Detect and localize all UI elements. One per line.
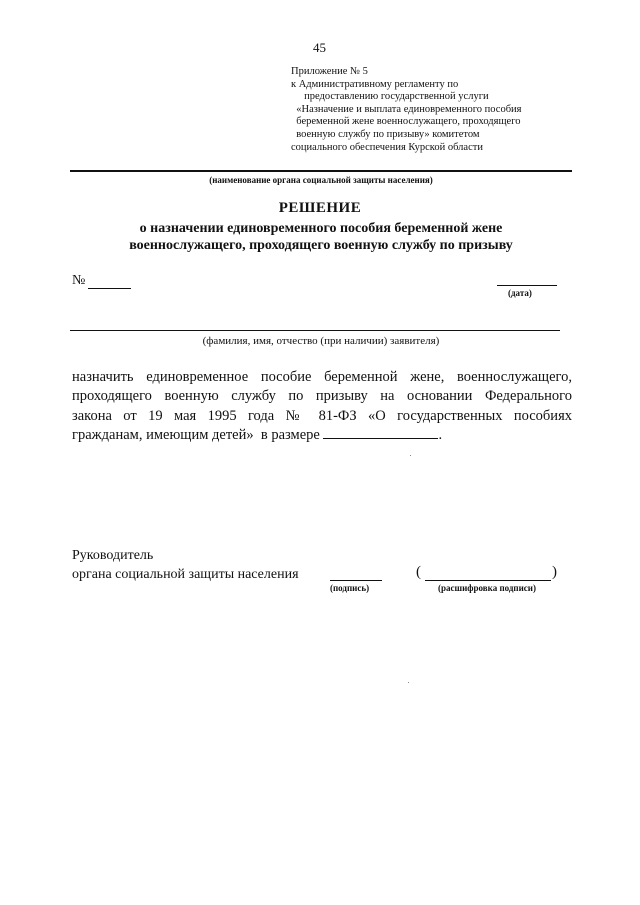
applicant-name-caption: (фамилия, имя, отчество (при наличии) заявителя): [202, 335, 440, 347]
document-subtitle: [60, 220, 582, 254]
decision-number-field[interactable]: [88, 288, 131, 289]
decoding-paren-close: ): [552, 564, 557, 580]
annex-line: «Назначение и выплата единовременного пособия: [291, 103, 522, 115]
body-line: назначить единовременное пособие беременной жене, военнослужащего,: [72, 369, 572, 385]
annex-line: военную службу по призыву» комитетом: [291, 128, 480, 140]
subtitle-line: о назначении единовременного пособия беременной жене: [139, 221, 503, 236]
annex-header: [291, 66, 591, 154]
organ-name-caption: (наименование органа социальной защиты населения): [209, 175, 433, 185]
decision-number-label: №: [72, 273, 86, 288]
annex-line: Приложение № 5: [291, 66, 368, 77]
applicant-name-field[interactable]: [70, 330, 560, 331]
date-caption: (дата): [508, 288, 532, 298]
scan-speck: [408, 682, 409, 683]
organ-name-field[interactable]: [70, 170, 572, 172]
scan-speck: [410, 455, 411, 456]
signature-field[interactable]: [330, 580, 382, 581]
annex-line: социального обеспечения Курской области: [291, 141, 483, 153]
decoding-paren-open: (: [416, 564, 421, 580]
head-title: Руководитель: [72, 548, 154, 563]
signature-decoding-caption: (расшифровка подписи): [438, 583, 536, 593]
annex-line: предоставлению государственной услуги: [291, 91, 489, 103]
body-line-text: гражданам, имеющим детей» в размере: [72, 426, 320, 443]
body-line: закона от 19 мая 1995 года № 81-ФЗ «О государственных пособиях: [72, 407, 572, 424]
page-number: 45: [313, 40, 326, 55]
annex-line: к Административному регламенту по: [291, 78, 459, 90]
body-line: проходящего военную службу по призыву на основании Федерального: [72, 388, 572, 405]
head-organization: органа социальной защиты населения: [72, 567, 299, 582]
body-line-end: .: [438, 426, 443, 443]
signature-caption: (подпись): [330, 583, 370, 593]
date-field[interactable]: [497, 285, 557, 286]
signature-decoding-field[interactable]: [425, 580, 551, 581]
document-title: РЕШЕНИЕ: [278, 200, 362, 216]
amount-field[interactable]: [323, 426, 438, 439]
subtitle-line: военнослужащего, проходящего военную службу по призыву: [129, 238, 513, 253]
body-line: [72, 426, 572, 445]
annex-line: беременной жене военнослужащего, проходящего: [291, 116, 521, 128]
decision-body: [72, 368, 572, 445]
